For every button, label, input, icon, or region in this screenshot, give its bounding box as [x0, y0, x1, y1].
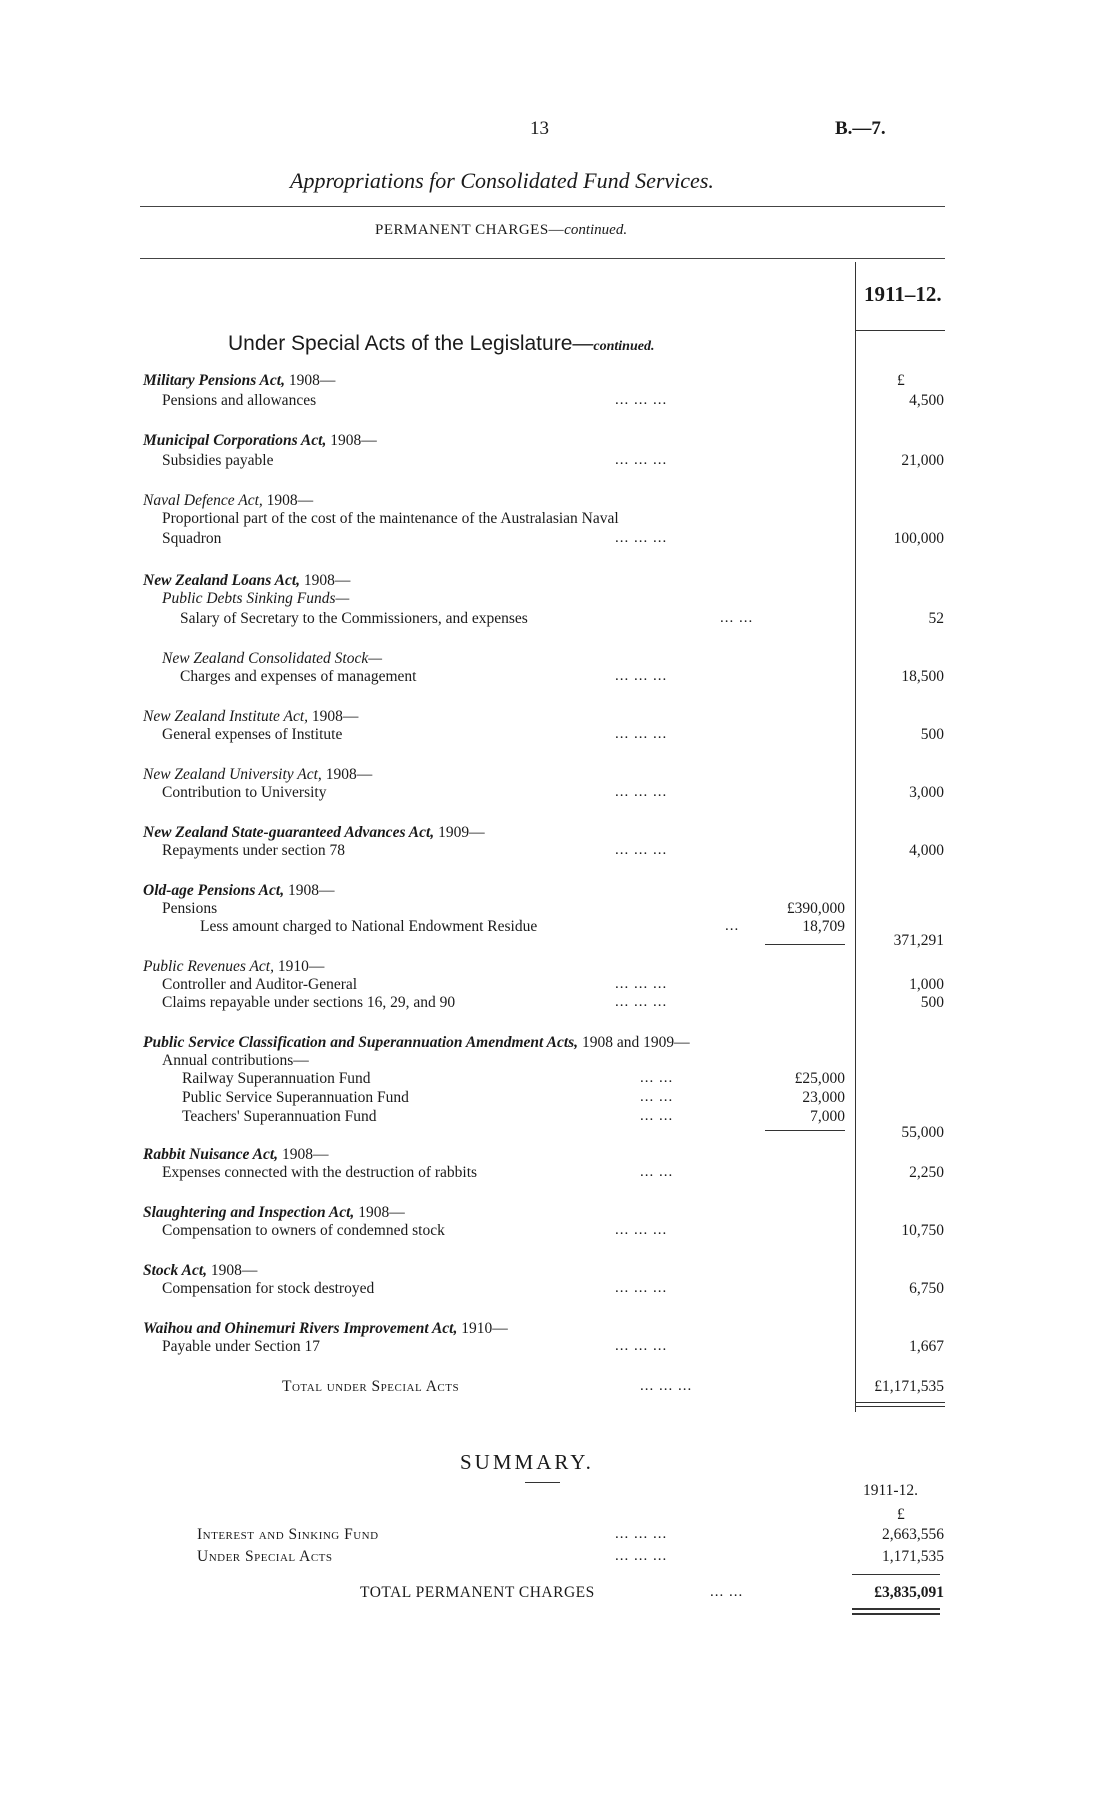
act-title: New Zealand Loans Act, 1908—: [143, 572, 351, 589]
line-item: Proportional part of the cost of the maintenance of the Australasian Naval: [162, 510, 619, 527]
line-item: Squadron: [162, 530, 222, 547]
line-item: Pensions: [162, 900, 218, 917]
summary-year: 1911-12.: [863, 1482, 918, 1499]
leader-dots: ... ... ...: [615, 1526, 668, 1542]
leader-dots: ... ... ...: [615, 1280, 668, 1296]
sub-amount: £25,000: [794, 1070, 845, 1087]
act-title: Municipal Corporations Act, 1908—: [143, 432, 377, 449]
leader-dots: ... ... ...: [615, 1338, 668, 1354]
line-item: Payable under Section 17: [162, 1338, 320, 1355]
amount: 10,750: [901, 1222, 944, 1239]
sum-rule: [765, 1130, 845, 1131]
page-number: 13: [530, 118, 549, 139]
amount: 500: [920, 726, 944, 743]
total-label: Total under Special Acts: [282, 1378, 460, 1395]
act-title: New Zealand Consolidated Stock—: [162, 650, 383, 667]
line-item: Public Service Superannuation Fund: [182, 1089, 409, 1106]
year-column-heading: 1911–12.: [864, 282, 942, 306]
amount: 500: [920, 994, 944, 1011]
document-reference: B.—7.: [835, 118, 886, 139]
leader-dots: ... ... ...: [615, 668, 668, 684]
act-title: Old-age Pensions Act, 1908—: [143, 882, 335, 899]
amount: 52: [928, 610, 944, 627]
double-rule: [855, 1406, 945, 1407]
leader-dots: ... ... ...: [615, 976, 668, 992]
amount: 21,000: [901, 452, 944, 469]
sum-rule: [765, 944, 845, 945]
sum-rule: [852, 1574, 940, 1575]
currency-symbol: £: [897, 372, 905, 389]
act-title: Waihou and Ohinemuri Rivers Improvement Act, 1910—: [143, 1320, 508, 1337]
leader-dots: ... ...: [710, 1584, 744, 1600]
line-item: Pensions and allowances: [162, 392, 317, 409]
summary-row-label: Interest and Sinking Fund: [197, 1526, 379, 1543]
line-item: Teachers' Superannuation Fund: [182, 1108, 377, 1125]
double-rule: [855, 1402, 945, 1403]
act-title: Slaughtering and Inspection Act, 1908—: [143, 1204, 405, 1221]
leader-dots: ... ... ...: [615, 530, 668, 546]
act-title: Stock Act, 1908—: [143, 1262, 258, 1279]
sub-amount: 23,000: [802, 1089, 845, 1106]
sub-amount: 18,709: [802, 918, 845, 935]
leader-dots: ... ... ...: [615, 784, 668, 800]
grand-total-label: TOTAL PERMANENT CHARGES: [360, 1584, 595, 1601]
line-item: Expenses connected with the destruction of rabbits: [162, 1164, 478, 1181]
line-item: Contribution to University: [162, 784, 327, 801]
sub-heading: Annual contributions—: [162, 1052, 309, 1069]
amount: 1,667: [909, 1338, 944, 1355]
total-amount: £1,171,535: [874, 1378, 944, 1395]
leader-dots: ...: [725, 918, 740, 934]
summary-row-amount: 1,171,535: [882, 1548, 944, 1565]
sub-amount: £390,000: [786, 900, 845, 917]
double-rule: [852, 1608, 940, 1610]
leader-dots: ... ...: [720, 610, 754, 626]
amount: 6,750: [909, 1280, 944, 1297]
leader-dots: ... ...: [640, 1108, 674, 1124]
double-rule: [852, 1613, 940, 1615]
act-title: Rabbit Nuisance Act, 1908—: [143, 1146, 329, 1163]
amount: 1,000: [909, 976, 944, 993]
divider: [140, 206, 945, 207]
page-title: Appropriations for Consolidated Fund Services.: [290, 168, 714, 193]
leader-dots: ... ...: [640, 1089, 674, 1105]
line-item: General expenses of Institute: [162, 726, 343, 743]
summary-heading: SUMMARY.: [460, 1450, 594, 1474]
leader-dots: ... ...: [640, 1164, 674, 1180]
leader-dots: ... ... ...: [615, 842, 668, 858]
act-title: New Zealand State-guaranteed Advances Act, 1909—: [143, 824, 485, 841]
subtitle: PERMANENT CHARGES—continued.: [375, 222, 628, 238]
line-item: Charges and expenses of management: [180, 668, 417, 685]
amount: 100,000: [893, 530, 944, 547]
leader-dots: ... ... ...: [615, 994, 668, 1010]
act-title: Naval Defence Act, 1908—: [143, 492, 314, 509]
sub-heading: Public Debts Sinking Funds—: [162, 590, 350, 607]
divider: [525, 1482, 560, 1483]
line-item: Compensation for stock destroyed: [162, 1280, 375, 1297]
amount: 4,000: [909, 842, 944, 859]
summary-row-amount: 2,663,556: [882, 1526, 944, 1543]
line-item: Controller and Auditor-General: [162, 976, 358, 993]
line-item: Subsidies payable: [162, 452, 274, 469]
act-title: New Zealand University Act, 1908—: [143, 766, 373, 783]
act-title: Military Pensions Act, 1908—: [143, 372, 336, 389]
divider: [140, 258, 945, 259]
summary-row-label: Under Special Acts: [197, 1548, 333, 1565]
act-title: New Zealand Institute Act, 1908—: [143, 708, 359, 725]
line-item: Salary of Secretary to the Commissioners, and expenses: [180, 610, 528, 627]
line-item: Repayments under section 78: [162, 842, 345, 859]
currency-symbol: £: [897, 1506, 905, 1523]
amount: 4,500: [909, 392, 944, 409]
line-item: Claims repayable under sections 16, 29, and 90: [162, 994, 456, 1011]
amount: 3,000: [909, 784, 944, 801]
leader-dots: ... ... ...: [615, 452, 668, 468]
sub-amount: 7,000: [810, 1108, 845, 1125]
leader-dots: ... ... ...: [640, 1378, 693, 1394]
grand-total-amount: £3,835,091: [874, 1584, 944, 1601]
amount-column-rule: [855, 262, 856, 1412]
section-heading: Under Special Acts of the Legislature—continued.: [228, 332, 655, 355]
act-title: Public Revenues Act, 1910—: [143, 958, 325, 975]
amount: 55,000: [901, 1124, 944, 1141]
leader-dots: ... ... ...: [615, 392, 668, 408]
leader-dots: ... ... ...: [615, 726, 668, 742]
amount: 2,250: [909, 1164, 944, 1181]
leader-dots: ... ... ...: [615, 1222, 668, 1238]
amount: 18,500: [901, 668, 944, 685]
amount: 371,291: [893, 932, 944, 949]
act-title: Public Service Classification and Superannuation Amendment Acts, 1908 and 1909—: [143, 1034, 690, 1051]
line-item: Less amount charged to National Endowment Residue: [200, 918, 538, 935]
divider: [855, 330, 945, 331]
line-item: Railway Superannuation Fund: [182, 1070, 371, 1087]
line-item: Compensation to owners of condemned stock: [162, 1222, 445, 1239]
leader-dots: ... ... ...: [615, 1548, 668, 1564]
leader-dots: ... ...: [640, 1070, 674, 1086]
